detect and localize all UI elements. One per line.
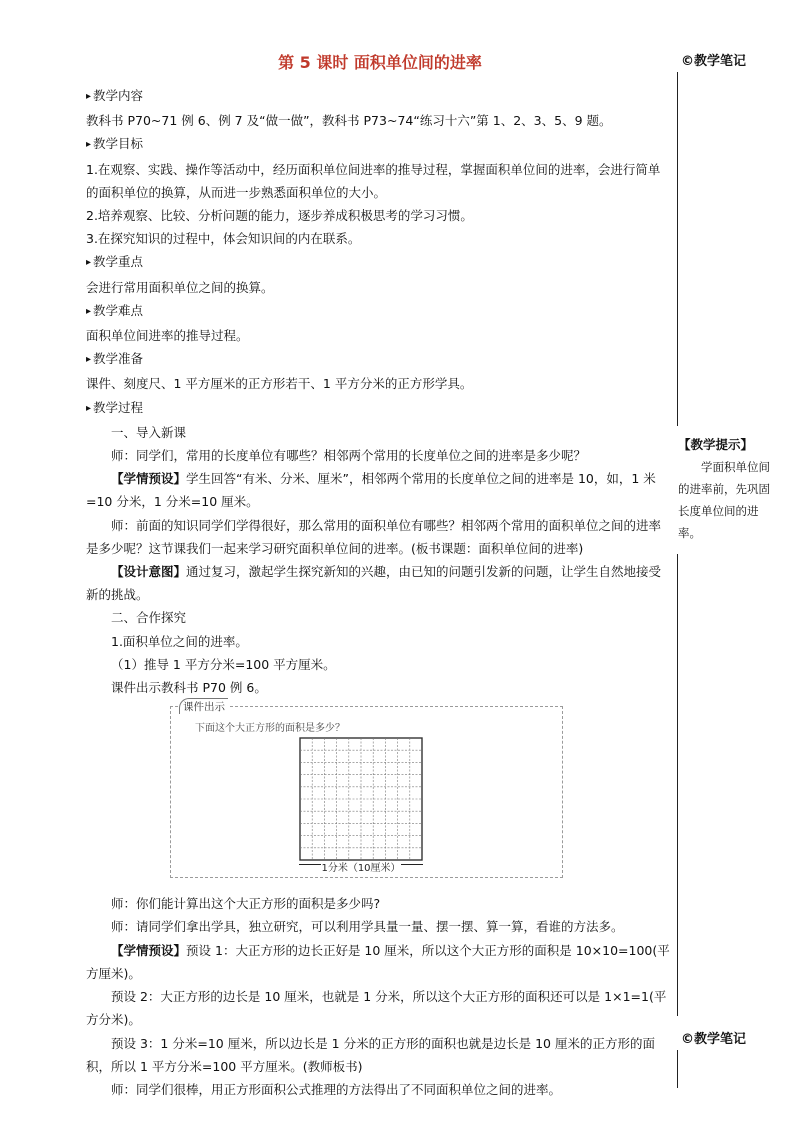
side-note-label-top: ©教学笔记 <box>681 54 747 69</box>
courseware-line: 课件出示教科书 P70 例 6。 <box>111 680 267 696</box>
key-point-text: 会进行常用面积单位之间的换算。 <box>86 279 274 295</box>
side-divider-top <box>677 72 678 426</box>
side-divider-bottom <box>677 1050 678 1088</box>
tag-design-intent: 【设计意图】 <box>111 564 187 580</box>
paragraph-preview-3: 预设 3：1 分米=10 厘米，所以边长是 1 分米的正方形的面积也就是边长是 10 厘米的正方形的面积，所以 1 平方分米=100 平方厘米。(教师板书) <box>86 1035 655 1074</box>
heading-preparation: ▸ 教学准备 <box>86 347 672 372</box>
difficulty-text: 面积单位间进率的推导过程。 <box>86 328 249 344</box>
dimension-label: 1分米（10厘米） <box>321 863 401 874</box>
square-grid <box>299 737 423 861</box>
figure-question: 下面这个大正方形的面积是多少？ <box>195 723 345 734</box>
heading-goals: ▸ 教学目标 <box>86 132 672 157</box>
paragraph-teacher-intro: 师：前面的知识同学们学得很好，那么常用的面积单位有哪些？相邻两个常用的面积单位之间的进率是多少呢？这节课我们一起来学习研究面积单位间的进率。(板书课题：面积单位间的进率) <box>86 517 662 556</box>
paragraph-teacher-praise: 师：同学们很棒，用正方形面积公式推理的方法得出了不同面积单位之间的进率。 <box>111 1081 562 1097</box>
part-1-title: 一、导入新课 <box>111 424 187 440</box>
item-1: 1.面积单位之间的进率。 <box>111 633 248 649</box>
heading-process: ▸ 教学过程 <box>86 396 672 421</box>
item-1-1: （1）推导 1 平方分米=100 平方厘米。 <box>111 656 336 672</box>
teaching-tip-heading: 【教学提示】 <box>678 437 754 452</box>
paragraph-teacher-ask: 师：你们能计算出这个大正方形的面积是多少吗? <box>111 896 381 912</box>
side-divider-middle <box>677 554 678 1016</box>
content-text: 教科书 P70~71 例 6、例 7 及“做一做”，教科书 P73~74“练习十六”第 1、2、3、5、9 题。 <box>86 113 612 129</box>
figure-tag: 课件出示 <box>179 698 228 714</box>
heading-key-point: ▸ 教学重点 <box>86 250 672 275</box>
tag-learning-preview: 【学情预设】 <box>111 942 187 958</box>
paragraph-learning-preview-1: 【学情预设】学生回答“有米、分米、厘米”，相邻两个常用的长度单位之间的进率是 10，如，1 米=10 分米，1 分米=10 厘米。 <box>86 471 656 510</box>
goal-1: 1.在观察、实践、操作等活动中，经历面积单位间进率的推导过程，掌握面积单位间的进率，会进行简单的面积单位的换算，从而进一步熟悉面积单位的大小。 <box>86 161 661 200</box>
page-title: 第 5 课时 面积单位间的进率 <box>278 53 482 72</box>
courseware-figure <box>170 701 563 878</box>
teaching-tip-text: 学面积单位间的进率前，先巩固长度单位间的进率。 <box>678 460 770 540</box>
preparation-text: 课件、刻度尺、1 平方厘米的正方形若干、1 平方分米的正方形学具。 <box>86 376 473 392</box>
paragraph-teacher-activity: 师：请同学们拿出学具，独立研究，可以利用学具量一量、摆一摆、算一算，看谁的方法多。 <box>111 919 624 935</box>
paragraph-preview-2: 预设 2：大正方形的边长是 10 厘米，也就是 1 分米，所以这个大正方形的面积还可以是 1×1=1(平方分米)。 <box>86 989 667 1028</box>
heading-difficulty: ▸ 教学难点 <box>86 299 672 324</box>
heading-content: ▸ 教学内容 <box>86 84 672 109</box>
teaching-tip <box>678 434 778 544</box>
tag-learning-preview: 【学情预设】 <box>111 471 187 487</box>
paragraph-teacher-question: 师：同学们，常用的长度单位有哪些？相邻两个常用的长度单位之间的进率是多少呢？ <box>111 448 587 464</box>
goal-2: 2.培养观察、比较、分析问题的能力，逐步养成积极思考的学习习惯。 <box>86 208 473 224</box>
paragraph-learning-preview-2: 【学情预设】预设 1：大正方形的边长正好是 10 厘米，所以这个大正方形的面积是 10×10=100(平方厘米)。 <box>86 942 670 981</box>
part-2-title: 二、合作探究 <box>111 610 187 626</box>
side-note-label-bottom: ©教学笔记 <box>681 1032 747 1047</box>
paragraph-design-intent: 【设计意图】通过复习，激起学生探究新知的兴趣，由已知的问题引发新的问题，让学生自然地接受新的挑战。 <box>86 564 662 603</box>
lesson-body <box>86 84 672 1101</box>
goal-3: 3.在探究知识的过程中，体会知识间的内在联系。 <box>86 231 361 247</box>
